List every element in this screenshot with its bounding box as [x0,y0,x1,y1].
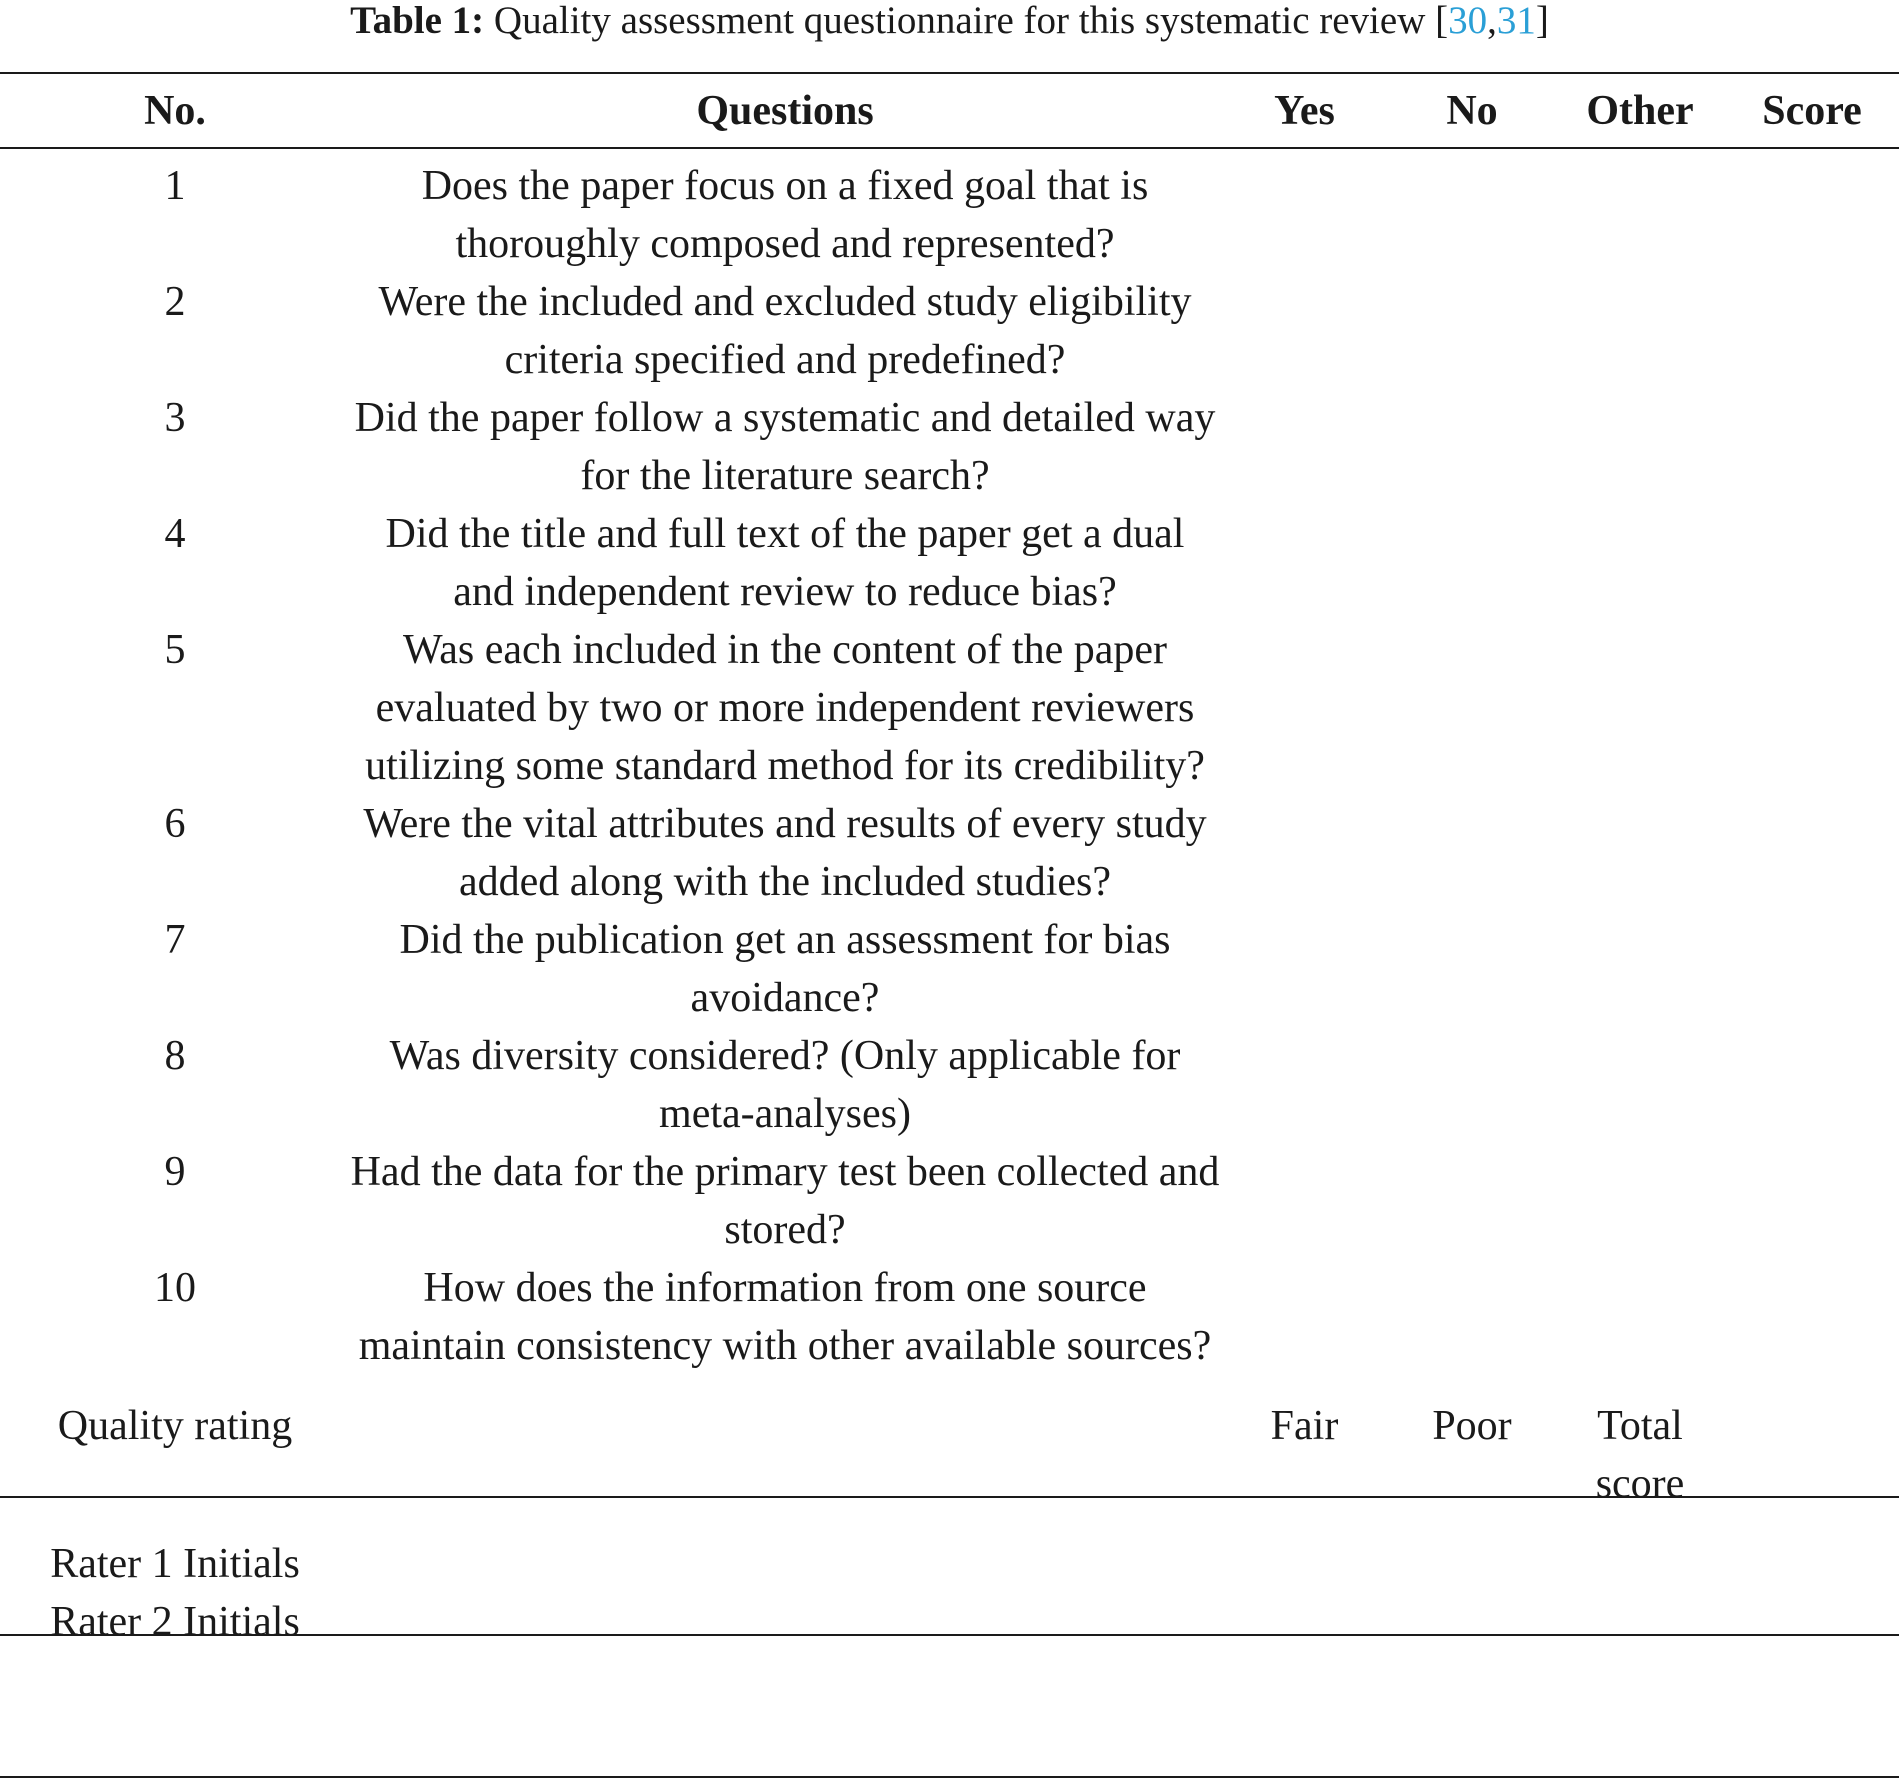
header-row [0,74,1899,149]
score-cell [1725,1027,1899,1143]
citation-link-30[interactable]: 30 [1448,0,1488,42]
question-text: Did the paper follow a systematic and detailed way for the literature search? [354,395,1216,499]
quality-rating-row [0,1375,1899,1519]
other-cell [1555,911,1725,1027]
question-number: 4 [164,511,186,557]
header-other: Other [1586,88,1694,134]
score-cell [1725,1259,1899,1375]
question-text: Were the vital attributes and results of every study added along with the included studies? [363,801,1207,905]
table-row [0,389,1899,505]
question-text: Were the included and excluded study eligibility criteria specified and predefined? [378,279,1192,383]
quality-assessment-table [0,74,1899,1651]
table-caption [0,0,1899,44]
caption-text: Quality assessment questionnaire for this systematic review [ [484,0,1449,42]
no-cell [1389,273,1555,389]
header-no-answer: No [1446,88,1498,134]
score-cell [1725,273,1899,389]
other-cell [1555,389,1725,505]
no-cell [1389,389,1555,505]
other-cell [1555,1027,1725,1143]
rating-empty-cell [350,1375,1220,1519]
table-row [0,911,1899,1027]
header-yes: Yes [1274,88,1335,134]
yes-cell [1220,149,1389,273]
other-cell [1555,149,1725,273]
table-row [0,1143,1899,1259]
rater-initials-cell [0,1519,350,1651]
other-cell [1555,1259,1725,1375]
yes-cell [1220,389,1389,505]
table-row [0,621,1899,795]
citation-close-bracket: ] [1535,0,1549,42]
quality-rating-label: Quality rating [57,1403,293,1449]
citation-link-31[interactable]: 31 [1496,0,1536,42]
no-cell [1389,621,1555,795]
question-text: Was diversity considered? (Only applicable for meta-analyses) [389,1033,1181,1137]
yes-cell [1220,1259,1389,1375]
citation-separator: , [1487,0,1497,42]
score-cell [1725,149,1899,273]
rating-total-score: Total score [1595,1403,1685,1507]
rating-body [0,1375,1899,1519]
table-row [0,149,1899,273]
rating-fair: Fair [1270,1403,1339,1449]
other-cell [1555,795,1725,911]
score-cell [1725,621,1899,795]
question-number: 9 [164,1149,186,1195]
score-cell [1725,505,1899,621]
no-cell [1389,149,1555,273]
score-cell [1725,795,1899,911]
yes-cell [1220,505,1389,621]
no-cell [1389,1143,1555,1259]
score-cell [1725,389,1899,505]
no-cell [1389,1027,1555,1143]
table-row [0,273,1899,389]
raters-body [0,1519,1899,1651]
yes-cell [1220,621,1389,795]
question-number: 10 [154,1265,196,1311]
question-number: 8 [164,1033,186,1079]
question-number: 7 [164,917,186,963]
question-number: 5 [164,627,186,673]
rater-empty-cell [1555,1519,1725,1651]
question-number: 3 [164,395,186,441]
score-cell [1725,1143,1899,1259]
no-cell [1389,795,1555,911]
question-text: Was each included in the content of the paper evaluated by two or more independent reviewers utilizing some standard method for its credibility? [365,627,1205,789]
yes-cell [1220,1143,1389,1259]
header-questions: Questions [696,88,874,134]
question-text: Had the data for the primary test been collected and stored? [350,1149,1220,1253]
rater-empty-cell [350,1519,1220,1651]
question-text: How does the information from one source maintain consistency with other available sources? [358,1265,1212,1369]
other-cell [1555,273,1725,389]
score-cell [1725,911,1899,1027]
question-number: 2 [164,279,186,325]
question-text: Did the title and full text of the paper get a dual and independent review to reduce bias? [385,511,1185,615]
no-cell [1389,911,1555,1027]
other-cell [1555,1143,1725,1259]
caption-label: Table 1: [350,0,485,42]
questions-body [0,149,1899,1375]
question-number: 1 [164,163,186,209]
yes-cell [1220,911,1389,1027]
no-cell [1389,1259,1555,1375]
rating-score-cell [1725,1375,1899,1519]
rater-2-initials: Rater 2 Initials [50,1599,300,1645]
rater-initials-row [0,1519,1899,1651]
question-text: Does the paper focus on a fixed goal that is thoroughly composed and represented? [421,163,1149,267]
rater-empty-cell [1220,1519,1389,1651]
question-text: Did the publication get an assessment for bias avoidance? [399,917,1171,1021]
table-row [0,1027,1899,1143]
header-score: Score [1762,88,1862,134]
other-cell [1555,621,1725,795]
rater-empty-cell [1389,1519,1555,1651]
table-row [0,505,1899,621]
yes-cell [1220,273,1389,389]
question-number: 6 [164,801,186,847]
table-row [0,795,1899,911]
no-cell [1389,505,1555,621]
yes-cell [1220,795,1389,911]
table-row [0,1259,1899,1375]
rating-poor: Poor [1432,1403,1512,1449]
other-cell [1555,505,1725,621]
header-no: No. [144,88,206,134]
yes-cell [1220,1027,1389,1143]
rater-1-initials: Rater 1 Initials [50,1541,300,1587]
rater-empty-cell [1725,1519,1899,1651]
